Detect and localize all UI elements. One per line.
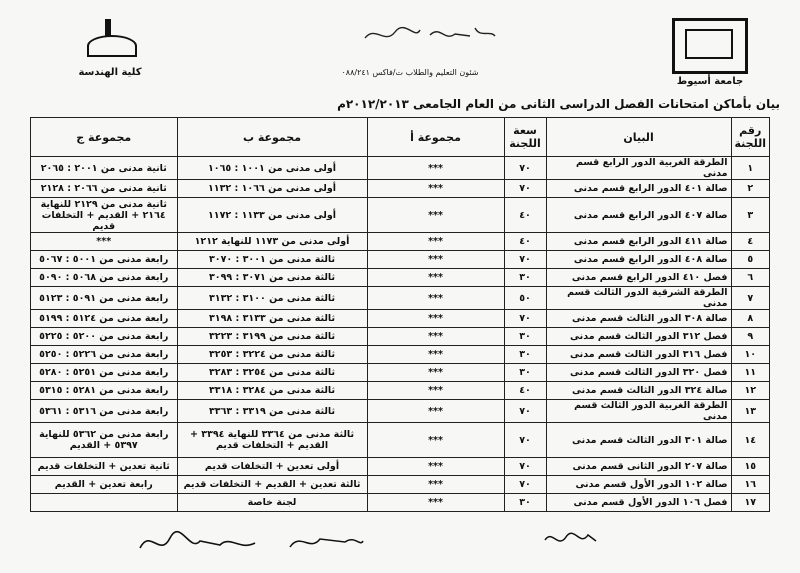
group-a-cell: *** bbox=[367, 423, 504, 458]
table-row bbox=[31, 251, 770, 269]
group-c-cell: رابعة تعدين + القديم bbox=[31, 476, 178, 494]
group-c-cell: رابعة مدنى من ٥٢٠٠ : ٥٢٢٥ bbox=[31, 328, 178, 346]
location-description: الطرقة الغربية الدور الرابع قسم مدنى bbox=[546, 157, 731, 180]
committee-number: ١٤ bbox=[731, 423, 769, 458]
table-row bbox=[31, 400, 770, 423]
location-description: فصل ٤١٠ الدور الرابع قسم مدنى bbox=[546, 269, 731, 287]
group-b-cell: أولى مدنى من ١٠٦٦ : ١١٣٢ bbox=[177, 180, 367, 198]
group-a-cell: *** bbox=[367, 494, 504, 512]
table-row bbox=[31, 423, 770, 458]
location-description: فصل ١٠٦ الدور الأول قسم مدنى bbox=[546, 494, 731, 512]
capacity: ٣٠ bbox=[504, 269, 546, 287]
committee-number: ١٦ bbox=[731, 476, 769, 494]
faculty-caption: كلية الهندسة bbox=[78, 67, 142, 78]
group-a-cell: *** bbox=[367, 364, 504, 382]
group-c-cell: رابعة مدنى من ٥٠٩١ : ٥١٢٣ bbox=[31, 287, 178, 310]
group-a-cell: *** bbox=[367, 269, 504, 287]
table-row bbox=[31, 346, 770, 364]
table-row bbox=[31, 287, 770, 310]
capacity: ٣٠ bbox=[504, 328, 546, 346]
location-description: صالة ٤٠٧ الدور الرابع قسم مدنى bbox=[546, 198, 731, 233]
group-b-cell: ثالثة مدنى من ٣٣١٩ : ٣٣٦٣ bbox=[177, 400, 367, 423]
group-a-cell: *** bbox=[367, 458, 504, 476]
capacity: ٧٠ bbox=[504, 476, 546, 494]
university-caption: جامعة أسيوط bbox=[676, 76, 744, 87]
capacity: ٣٠ bbox=[504, 494, 546, 512]
location-description: فصل ٣١٢ الدور الثالث قسم مدنى bbox=[546, 328, 731, 346]
group-a-cell: *** bbox=[367, 180, 504, 198]
committee-number: ٥ bbox=[731, 251, 769, 269]
group-c-cell: ثانية مدنى من ٢٠٠١ : ٢٠٦٥ bbox=[31, 157, 178, 180]
group-a-cell: *** bbox=[367, 157, 504, 180]
location-description: صالة ٣٠٨ الدور الثالث قسم مدنى bbox=[546, 310, 731, 328]
group-b-cell: ثالثة مدنى من ٣١٣٣ : ٣١٩٨ bbox=[177, 310, 367, 328]
group-b-cell: ثالثة مدنى من ٣٣٦٤ للنهاية ٣٣٩٤ + القديم + التخلفات قديم bbox=[177, 423, 367, 458]
group-c-cell: رابعة مدنى من ٥١٢٤ : ٥١٩٩ bbox=[31, 310, 178, 328]
committee-number: ٦ bbox=[731, 269, 769, 287]
committee-number: ١٠ bbox=[731, 346, 769, 364]
group-c-cell: رابعة مدنى من ٥٢٢٦ : ٥٢٥٠ bbox=[31, 346, 178, 364]
header-group-a: مجموعة أ bbox=[367, 118, 504, 157]
group-a-cell: *** bbox=[367, 476, 504, 494]
location-description: صالة ٣٢٤ الدور الثالث قسم مدنى bbox=[546, 382, 731, 400]
group-c-cell: رابعة مدنى من ٥٣١٦ : ٥٣٦١ bbox=[31, 400, 178, 423]
capacity: ٧٠ bbox=[504, 423, 546, 458]
exam-locations-table bbox=[30, 117, 770, 512]
university-logo bbox=[650, 18, 770, 87]
signatures bbox=[0, 521, 800, 571]
group-c-cell: رابعة مدنى من ٥٢٨١ : ٥٣١٥ bbox=[31, 382, 178, 400]
contact-line: شئون التعليم والطلاب ت/فاكس ٠٨٨/٢٤١ bbox=[341, 68, 479, 77]
group-a-cell: *** bbox=[367, 346, 504, 364]
group-b-cell: ثالثة مدنى من ٣٠٠١ : ٣٠٧٠ bbox=[177, 251, 367, 269]
signature-middle-icon bbox=[285, 527, 365, 557]
group-b-cell: أولى مدنى من ١١٣٣ : ١١٧٢ bbox=[177, 198, 367, 233]
group-c-cell: رابعة مدنى من ٥٣٦٢ للنهاية ٥٣٩٧ + القديم bbox=[31, 423, 178, 458]
group-b-cell: أولى تعدين + التخلفات قديم bbox=[177, 458, 367, 476]
group-c-cell: *** bbox=[31, 233, 178, 251]
table-row bbox=[31, 458, 770, 476]
committee-number: ١٣ bbox=[731, 400, 769, 423]
group-b-cell: ثالثة مدنى من ٣٠٧١ : ٣٠٩٩ bbox=[177, 269, 367, 287]
capacity: ٣٠ bbox=[504, 346, 546, 364]
group-a-cell: *** bbox=[367, 400, 504, 423]
location-description: صالة ٤٠١ الدور الرابع قسم مدنى bbox=[546, 180, 731, 198]
committee-number: ١ bbox=[731, 157, 769, 180]
committee-number: ١٢ bbox=[731, 382, 769, 400]
table-row bbox=[31, 269, 770, 287]
group-a-cell: *** bbox=[367, 382, 504, 400]
table-row bbox=[31, 157, 770, 180]
capacity: ٣٠ bbox=[504, 364, 546, 382]
group-b-cell: ثالثة مدنى من ٣١٩٩ : ٣٢٢٣ bbox=[177, 328, 367, 346]
capacity: ٧٠ bbox=[504, 157, 546, 180]
group-a-cell: *** bbox=[367, 198, 504, 233]
location-description: صالة ٣٠١ الدور الثالث قسم مدنى bbox=[546, 423, 731, 458]
location-description: الطرقة الشرقية الدور الثالث قسم مدنى bbox=[546, 287, 731, 310]
group-a-cell: *** bbox=[367, 328, 504, 346]
capacity: ٧٠ bbox=[504, 251, 546, 269]
committee-number: ١٥ bbox=[731, 458, 769, 476]
group-a-cell: *** bbox=[367, 233, 504, 251]
committee-number: ٤ bbox=[731, 233, 769, 251]
group-c-cell bbox=[31, 494, 178, 512]
location-description: فصل ٣١٦ الدور الثالث قسم مدنى bbox=[546, 346, 731, 364]
group-c-cell: رابعة مدنى من ٥٠٦٨ : ٥٠٩٠ bbox=[31, 269, 178, 287]
table-header-row bbox=[31, 118, 770, 157]
committee-number: ١١ bbox=[731, 364, 769, 382]
group-a-cell: *** bbox=[367, 287, 504, 310]
group-c-cell: ثانية مدنى من ٢٠٦٦ : ٢١٢٨ bbox=[31, 180, 178, 198]
document-title: بيان بأماكن امتحانات الفصل الدراسى الثانى من العام الجامعى ٢٠١٢/٢٠١٣م bbox=[337, 97, 780, 111]
faculty-logo bbox=[55, 15, 165, 78]
group-b-cell: ثالثة تعدين + القديم + التخلفات قديم bbox=[177, 476, 367, 494]
committee-number: ١٧ bbox=[731, 494, 769, 512]
group-c-cell: ثانية مدنى من ٢١٢٩ للنهاية ٢١٦٤ + القديم + التخلفات قديم bbox=[31, 198, 178, 233]
group-c-cell: رابعة مدنى من ٥٢٥١ : ٥٢٨٠ bbox=[31, 364, 178, 382]
location-description: فصل ٣٢٠ الدور الثالث قسم مدنى bbox=[546, 364, 731, 382]
table-row bbox=[31, 198, 770, 233]
group-b-cell: ثالثة مدنى من ٣١٠٠ : ٣١٣٢ bbox=[177, 287, 367, 310]
capacity: ٤٠ bbox=[504, 198, 546, 233]
capacity: ٧٠ bbox=[504, 458, 546, 476]
committee-number: ٣ bbox=[731, 198, 769, 233]
capacity: ٥٠ bbox=[504, 287, 546, 310]
group-b-cell: ثالثة مدنى من ٣٢٨٤ : ٣٣١٨ bbox=[177, 382, 367, 400]
table-row bbox=[31, 382, 770, 400]
location-description: صالة ٢٠٧ الدور الثانى قسم مدنى bbox=[546, 458, 731, 476]
table-row bbox=[31, 494, 770, 512]
capacity: ٧٠ bbox=[504, 310, 546, 328]
table-row bbox=[31, 476, 770, 494]
group-b-cell: ثالثة مدنى من ٣٢٥٤ : ٣٢٨٣ bbox=[177, 364, 367, 382]
signature-right-icon bbox=[540, 525, 600, 555]
capacity: ٧٠ bbox=[504, 180, 546, 198]
table-row bbox=[31, 310, 770, 328]
group-c-cell: ثانية تعدين + التخلفات قديم bbox=[31, 458, 178, 476]
table-row bbox=[31, 233, 770, 251]
location-description: صالة ١٠٢ الدور الأول قسم مدنى bbox=[546, 476, 731, 494]
faculty-emblem-icon bbox=[75, 15, 145, 67]
table-row bbox=[31, 328, 770, 346]
header-num: رقم اللجنة bbox=[731, 118, 769, 157]
capacity: ٧٠ bbox=[504, 400, 546, 423]
group-b-cell: أولى مدنى من ١٠٠١ : ١٠٦٥ bbox=[177, 157, 367, 180]
location-description: الطرقة الغربية الدور الثالث قسم مدنى bbox=[546, 400, 731, 423]
committee-number: ٢ bbox=[731, 180, 769, 198]
location-description: صالة ٤١١ الدور الرابع قسم مدنى bbox=[546, 233, 731, 251]
committee-number: ٧ bbox=[731, 287, 769, 310]
header-group-c: مجموعة ج bbox=[31, 118, 178, 157]
university-emblem-icon bbox=[672, 18, 748, 74]
group-a-cell: *** bbox=[367, 251, 504, 269]
header-cap: سعة اللجنة bbox=[504, 118, 546, 157]
signature-left-icon bbox=[130, 523, 260, 563]
committee-number: ٩ bbox=[731, 328, 769, 346]
capacity: ٤٠ bbox=[504, 233, 546, 251]
group-b-cell: أولى مدنى من ١١٧٣ للنهاية ١٢١٢ bbox=[177, 233, 367, 251]
location-description: صالة ٤٠٨ الدور الرابع قسم مدنى bbox=[546, 251, 731, 269]
group-a-cell: *** bbox=[367, 310, 504, 328]
group-c-cell: رابعة مدنى من ٥٠٠١ : ٥٠٦٧ bbox=[31, 251, 178, 269]
committee-number: ٨ bbox=[731, 310, 769, 328]
table-row bbox=[31, 364, 770, 382]
capacity: ٤٠ bbox=[504, 382, 546, 400]
header-signature-icon bbox=[360, 20, 500, 50]
table-row bbox=[31, 180, 770, 198]
header-desc: البيان bbox=[546, 118, 731, 157]
header-group-b: مجموعة ب bbox=[177, 118, 367, 157]
group-b-cell: لجنة خاصة bbox=[177, 494, 367, 512]
group-b-cell: ثالثة مدنى من ٣٢٢٤ : ٣٢٥٣ bbox=[177, 346, 367, 364]
